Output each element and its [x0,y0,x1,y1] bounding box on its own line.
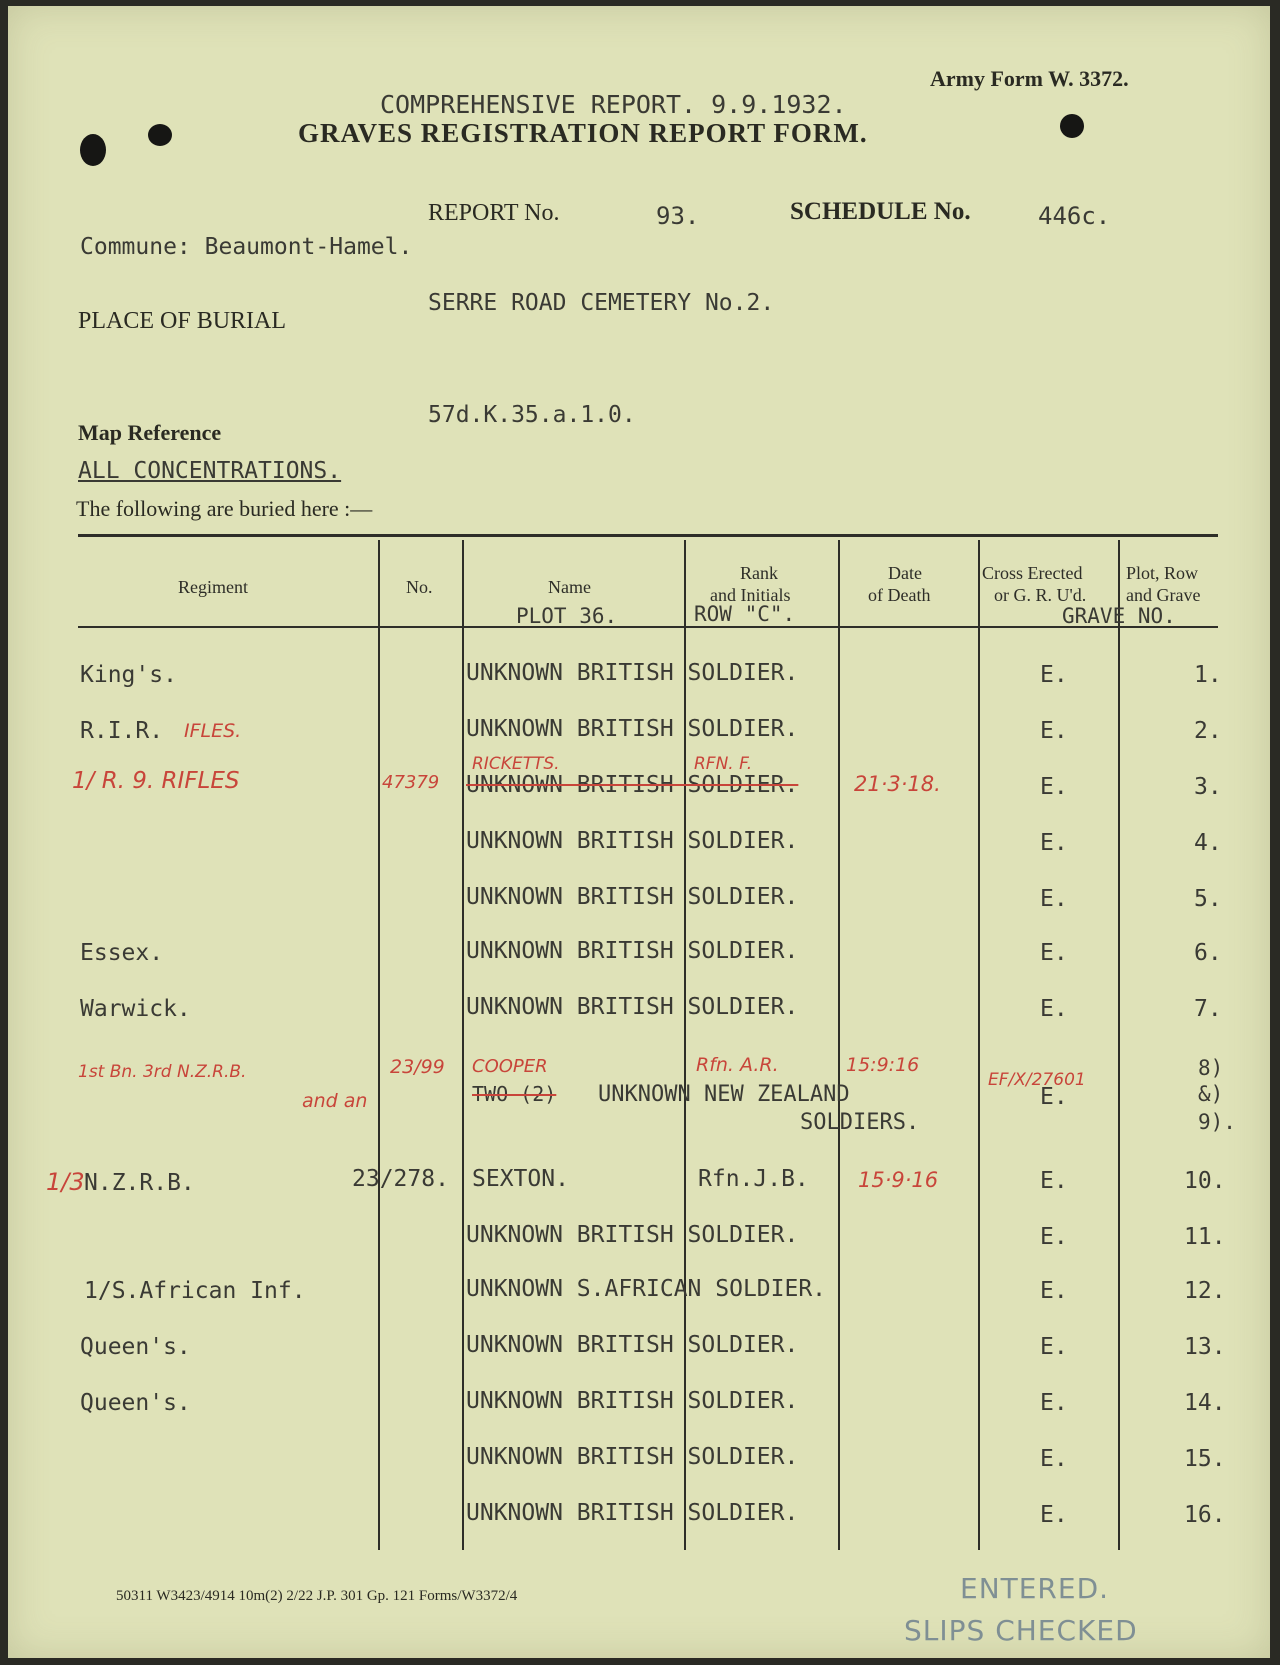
row-7-grave: 7. [1194,996,1222,1022]
row-1-regiment: King's. [80,662,177,688]
row-8-cross-red: EF/X/27601 [988,1070,1086,1090]
header-name: Name [548,577,591,597]
row-5-cross: E. [1040,886,1068,912]
row-1-grave: 1. [1194,662,1222,688]
commune: Commune: Beaumont-Hamel. [80,234,413,260]
row-8-regiment-red-2: and an [302,1090,368,1112]
stamp-slips-checked: SLIPS CHECKED [904,1614,1138,1647]
row-12-grave: 13. [1184,1334,1226,1360]
header-no: No. [406,577,433,597]
row-2-cross: E. [1040,718,1068,744]
row-3-no-red: 47379 [382,772,440,793]
col-divider-1 [378,540,380,1550]
row-13-cross: E. [1040,1390,1068,1416]
row-2-regiment: R.I.R. [80,718,164,744]
punch-hole-mid [148,124,172,146]
comprehensive-report: COMPREHENSIVE REPORT. 9.9.1932. [380,90,847,119]
row-3-name: UNKNOWN BRITISH SOLDIER. [466,772,799,798]
row-12-name: UNKNOWN BRITISH SOLDIER. [466,1332,799,1358]
all-concentrations: ALL CONCENTRATIONS. [78,458,342,484]
row-6-name: UNKNOWN BRITISH SOLDIER. [466,938,799,964]
plot-typed: PLOT 36. [516,604,618,628]
row-13-regiment: Queen's. [80,1390,191,1416]
row-7-regiment: Warwick. [80,996,191,1022]
row-8-name: UNKNOWN NEW ZEALAND [598,1082,850,1107]
row-6-grave: 6. [1194,940,1222,966]
row-8-no-red: 23/99 [390,1056,445,1078]
row-9-no: 23/278. [352,1166,449,1192]
col-divider-4 [838,540,840,1550]
row-9-rank: Rfn.J.B. [698,1166,809,1192]
row-8-name-red: COOPER [472,1056,548,1077]
row-10-grave: 11. [1184,1224,1226,1250]
row-8-grave-3: 9). [1198,1110,1236,1134]
row-11-cross: E. [1040,1278,1068,1304]
army-form-number: Army Form W. 3372. [930,66,1129,91]
row-14-name: UNKNOWN BRITISH SOLDIER. [466,1444,799,1470]
row-7-cross: E. [1040,996,1068,1022]
row-11-grave: 12. [1184,1278,1226,1304]
row-typed: ROW "C". [694,602,796,626]
row-4-cross: E. [1040,830,1068,856]
table-top-rule [78,534,1218,537]
form-sheet [8,6,1270,1658]
map-reference-value: 57d.K.35.a.1.0. [428,402,636,428]
row-12-cross: E. [1040,1334,1068,1360]
row-8-name-struck: TWO (2) [472,1082,557,1106]
header-rank-1: Rank [740,563,778,583]
header-cross-1: Cross Erected [982,563,1083,583]
row-5-name: UNKNOWN BRITISH SOLDIER. [466,884,799,910]
stamp-entered: ENTERED. [960,1572,1110,1605]
row-3-rank-red: RFN. F. [694,754,753,774]
place-of-burial-value: SERRE ROAD CEMETERY No.2. [428,290,775,316]
report-number: 93. [656,202,700,230]
row-8-cross: E. [1040,1084,1068,1110]
row-15-grave: 16. [1184,1502,1226,1528]
row-1-name: UNKNOWN BRITISH SOLDIER. [466,660,799,686]
row-3-cross: E. [1040,774,1068,800]
report-label: REPORT No. [428,200,560,226]
row-9-cross: E. [1040,1168,1068,1194]
row-4-name: UNKNOWN BRITISH SOLDIER. [466,828,799,854]
print-reference: 50311 W3423/4914 10m(2) 2/22 J.P. 301 Gp. 121 Forms/W3372/4 [116,1588,518,1604]
col-divider-2 [462,540,464,1550]
header-date-2: of Death [868,585,931,605]
row-8-grave-2: &) [1198,1082,1224,1106]
row-11-name: UNKNOWN S.AFRICAN SOLDIER. [466,1276,827,1302]
row-3-grave: 3. [1194,774,1222,800]
header-rank-2: and Initials [710,585,791,605]
row-9-regiment-red: 1/3 [46,1168,85,1196]
row-9-name: SEXTON. [472,1166,569,1192]
row-7-name: UNKNOWN BRITISH SOLDIER. [466,994,799,1020]
row-13-name: UNKNOWN BRITISH SOLDIER. [466,1388,799,1414]
row-15-cross: E. [1040,1502,1068,1528]
row-9-grave: 10. [1184,1168,1226,1194]
buried-here-label: The following are buried here :— [76,496,373,521]
schedule-label: SCHEDULE No. [790,198,971,225]
form-title: GRAVES REGISTRATION REPORT FORM. [298,118,868,148]
header-plot-2: and Grave [1126,585,1201,605]
punch-hole-left [80,134,106,166]
map-reference-label: Map Reference [78,420,222,445]
row-8-rank-red: Rfn. A.R. [696,1054,779,1076]
row-3-name-red: RICKETTS. [472,754,560,774]
punch-hole-right [1060,114,1084,138]
grave-typed: GRAVE NO. [1062,604,1176,628]
row-6-regiment: Essex. [80,940,164,966]
row-2-name: UNKNOWN BRITISH SOLDIER. [466,716,799,742]
row-11-regiment: 1/S.African Inf. [84,1278,306,1304]
header-plot-1: Plot, Row [1126,563,1199,583]
row-1-cross: E. [1040,662,1068,688]
row-8-name-2: SOLDIERS. [800,1110,920,1135]
row-10-cross: E. [1040,1224,1068,1250]
row-13-grave: 14. [1184,1390,1226,1416]
col-divider-5 [978,540,980,1550]
row-9-regiment: N.Z.R.B. [84,1170,195,1196]
row-4-grave: 4. [1194,830,1222,856]
row-12-regiment: Queen's. [80,1334,191,1360]
row-5-grave: 5. [1194,886,1222,912]
row-10-name: UNKNOWN BRITISH SOLDIER. [466,1222,799,1248]
row-8-date-red: 15:9:16 [846,1054,920,1076]
row-3-regiment-red: 1/ R. 9. RIFLES [72,768,240,794]
row-3-date-red: 21·3·18. [854,772,941,796]
header-bottom-rule [78,626,1218,628]
header-regiment: Regiment [178,577,248,597]
row-9-date-red: 15·9·16 [858,1168,939,1192]
schedule-number: 446c. [1038,202,1111,230]
row-2-grave: 2. [1194,718,1222,744]
row-6-cross: E. [1040,940,1068,966]
row-8-grave: 8) [1198,1056,1224,1080]
row-14-grave: 15. [1184,1446,1226,1472]
header-date-1: Date [888,563,922,583]
row-8-regiment-red: 1st Bn. 3rd N.Z.R.B. [78,1062,247,1082]
place-of-burial-label: PLACE OF BURIAL [78,308,287,334]
row-2-regiment-red: IFLES. [184,720,242,742]
col-divider-6 [1118,540,1120,1550]
row-15-name: UNKNOWN BRITISH SOLDIER. [466,1500,799,1526]
row-14-cross: E. [1040,1446,1068,1472]
header-cross-2: or G. R. U'd. [994,585,1087,605]
